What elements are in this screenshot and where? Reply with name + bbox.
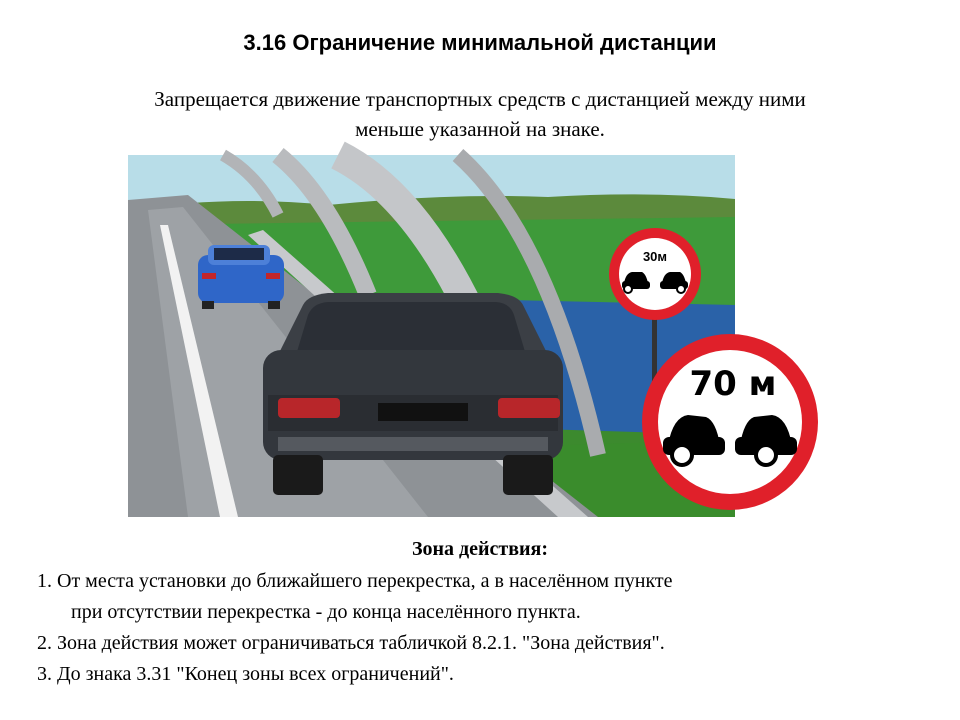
zone-item-2 <box>37 628 937 659</box>
zone-heading: Зона действия: <box>411 538 549 560</box>
sign-description <box>40 84 920 144</box>
sign-description-line-1: Запрещается движение транспортных средств с дистанцией между ними <box>154 87 806 111</box>
zone-item-1-line-1: 1. От места установки до ближайшего перекрестка, а в населённом пункте <box>37 570 673 592</box>
large-sign-distance: 70 м <box>689 364 777 404</box>
small-sign-distance: 30м <box>642 249 668 264</box>
zone-list <box>37 566 937 690</box>
zone-item-1 <box>37 566 937 628</box>
road-illustration <box>128 155 777 517</box>
zone-item-2-line-1: 2. Зона действия может ограничиваться табличкой 8.2.1. "Зона действия". <box>37 632 665 654</box>
sign-description-line-2: меньше указанной на знаке. <box>355 117 605 141</box>
zone-item-3-line-1: 3. До знака 3.31 "Конец зоны всех ограничений". <box>37 663 454 685</box>
zone-item-3 <box>37 659 937 690</box>
zone-item-1-line-2: при отсутствии перекрестка - до конца населённого пункта. <box>71 601 581 623</box>
slide-title: 3.16 Ограничение минимальной дистанции <box>243 30 717 55</box>
